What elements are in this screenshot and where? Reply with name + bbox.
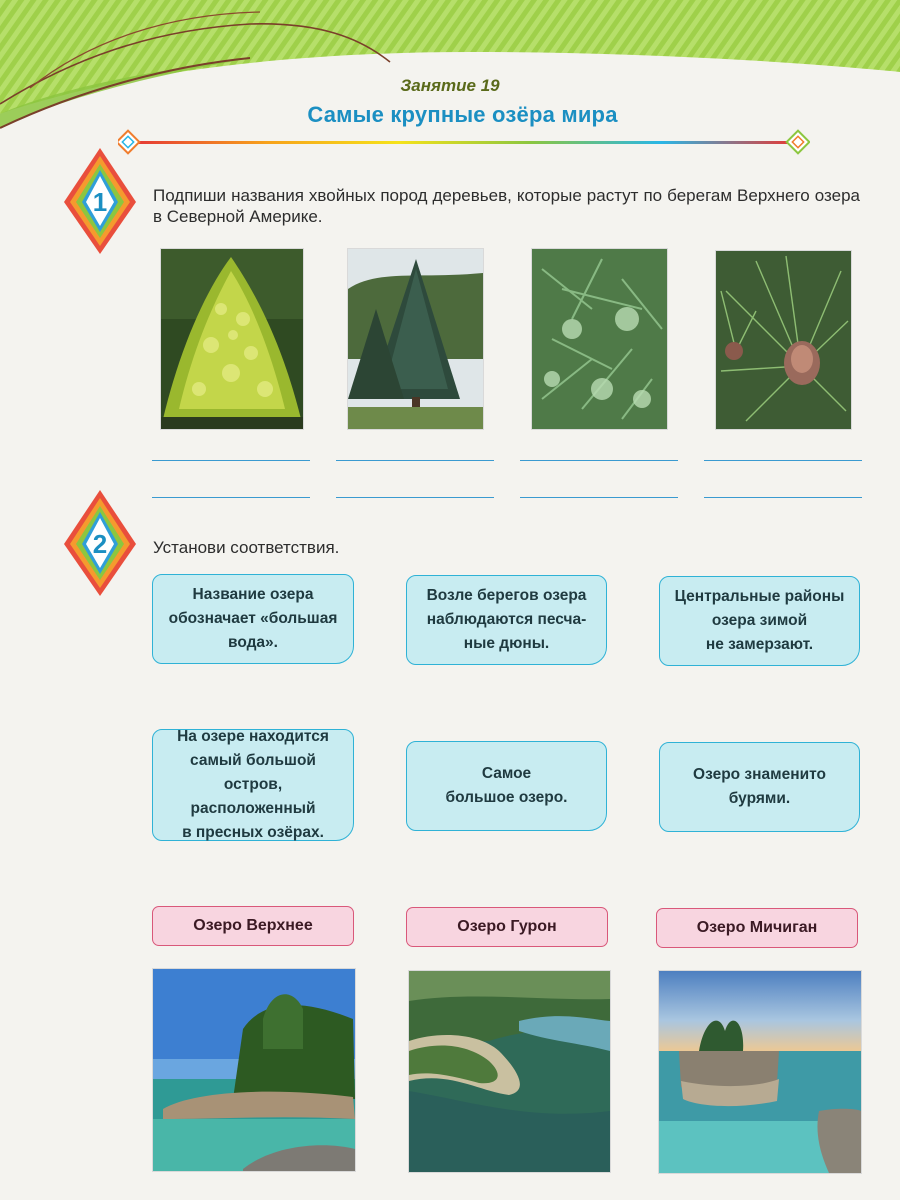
fact-line: вода».	[228, 634, 278, 651]
answer-line[interactable]	[152, 460, 310, 461]
lake-huron-photo	[408, 970, 611, 1173]
fact-line: расположенный	[190, 800, 316, 817]
lake-label-superior[interactable]: Озеро Верхнее	[152, 906, 354, 946]
answer-line[interactable]	[520, 497, 678, 498]
task-1-instruction: Подпиши названия хвойных пород деревьев, которые растут по берегам Верхнего озера в Северной Америке.	[153, 186, 860, 226]
fact-line: На озере находится	[177, 728, 329, 745]
answer-line[interactable]	[152, 497, 310, 498]
fact-line: Самое	[481, 765, 532, 782]
fact-card-sand-dunes[interactable]	[406, 575, 607, 665]
task-2-instruction: Установи соответствия.	[153, 538, 340, 557]
task-1-number: 1	[92, 187, 108, 217]
lake-label-michigan[interactable]: Озеро Мичиган	[656, 908, 858, 948]
fact-line: Центральные районы	[674, 588, 845, 605]
fact-card-big-water[interactable]	[152, 574, 354, 664]
fact-line: ные дюны.	[463, 635, 550, 652]
fact-line: озера зимой	[711, 612, 808, 629]
answer-line[interactable]	[520, 460, 678, 461]
task-2-badge	[60, 488, 138, 598]
fact-line: Возле берегов озера	[426, 587, 587, 604]
lake-michigan-photo	[658, 970, 862, 1174]
blue-spruce-photo	[347, 248, 484, 430]
answer-line[interactable]	[336, 497, 494, 498]
fact-line: наблюдаются песча-	[426, 611, 587, 628]
title-divider	[118, 128, 810, 160]
fact-card-no-freeze[interactable]	[659, 576, 860, 666]
fact-line: большое озеро.	[445, 789, 568, 806]
task-1-badge	[60, 146, 138, 256]
fact-line: в пресных озёрах.	[182, 824, 324, 841]
fact-line: не замерзают.	[705, 636, 814, 653]
fact-card-largest-lake[interactable]	[406, 741, 607, 831]
fact-line: обозначает «большая	[168, 610, 338, 627]
fact-line: Название озера	[192, 586, 314, 603]
answer-line[interactable]	[704, 497, 862, 498]
task-2-number: 2	[92, 529, 108, 559]
lesson-number: Занятие 19	[400, 76, 500, 95]
lake-label-huron[interactable]: Озеро Гурон	[406, 907, 608, 947]
pine-cone-photo	[715, 250, 852, 430]
answer-line[interactable]	[704, 460, 862, 461]
fact-line: бурями.	[728, 790, 791, 807]
fact-line: самый большой остров,	[190, 752, 316, 793]
fact-card-largest-island[interactable]	[152, 729, 354, 841]
fact-card-storms[interactable]	[659, 742, 860, 832]
pine-needles-photo	[531, 248, 668, 430]
page-title: Самые крупные озёра мира	[307, 102, 618, 127]
lake-superior-photo	[152, 968, 356, 1172]
answer-line[interactable]	[336, 460, 494, 461]
spruce-closeup-photo	[160, 248, 304, 430]
fact-line: Озеро знаменито	[693, 766, 826, 783]
